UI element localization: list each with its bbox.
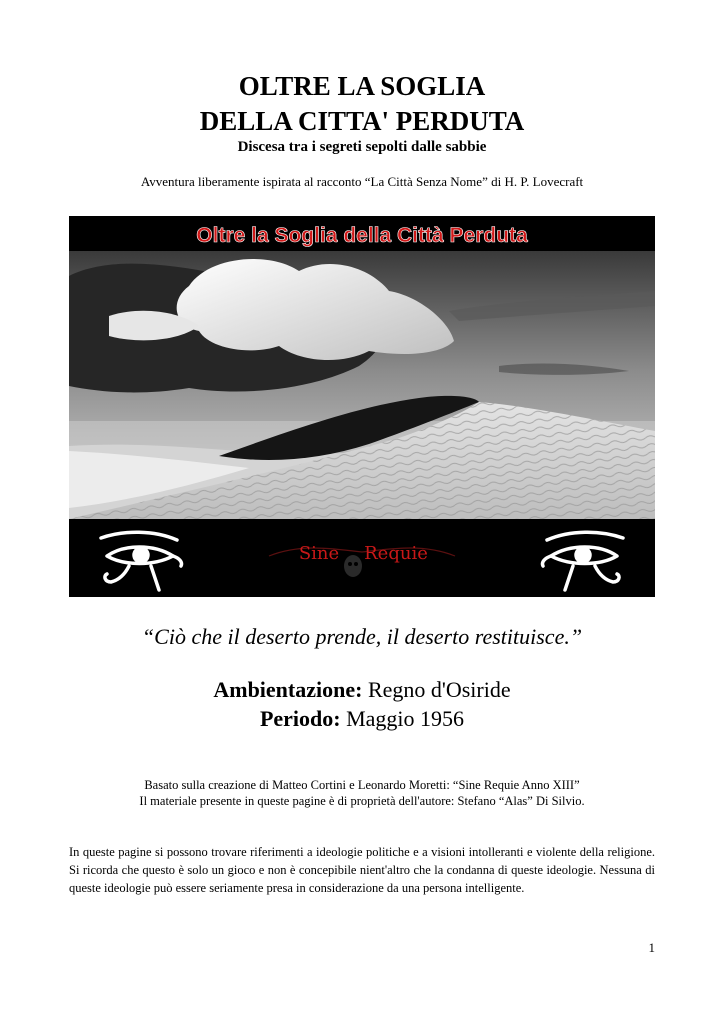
epigraph-quote: “Ciò che il deserto prende, il deserto restituisce.” [141, 624, 583, 649]
credits-line-2: Il materiale presente in queste pagine è di proprietà dell'autore: Stefano “Alas” Di Silvio. [139, 794, 585, 808]
desert-photo [69, 251, 655, 519]
setting-value: Regno d'Osiride [362, 677, 511, 702]
disclaimer-paragraph: In queste pagine si possono trovare riferimenti a ideologie politiche e a visioni intolleranti e violente della religione. Si ricorda che questo è solo un gioco e non è concepibile nient'altro che la condanna di queste ideologie. Nessuna di queste ideologie può essere seriamente presa in considerazione da una persona intelligente. [69, 845, 655, 895]
page-number: 1 [648, 940, 655, 955]
logo-word-requie: Requie [364, 543, 428, 564]
logo-word-sine: Sine [298, 543, 340, 564]
inspired-by-note: Avventura liberamente ispirata al racconto “La Città Senza Nome” di H. P. Lovecraft [140, 174, 584, 189]
period-label: Periodo: [259, 706, 341, 731]
title-line-2: DELLA CITTA' PERDUTA [199, 106, 525, 136]
banner-heading: Oltre la Soglia della Città Perduta [196, 224, 528, 247]
period-line [0, 706, 724, 732]
credits-line-1: Basato sulla creazione di Matteo Cortini e Leonardo Moretti: “Sine Requie Anno XIII” [144, 778, 580, 792]
setting-line [0, 677, 724, 703]
period-value: Maggio 1956 [340, 706, 465, 731]
cover-banner [69, 216, 655, 597]
title-line-1: OLTRE LA SOGLIA [238, 71, 486, 101]
setting-label: Ambientazione: [213, 677, 363, 702]
subtitle: Discesa tra i segreti sepolti dalle sabbie [237, 139, 487, 155]
